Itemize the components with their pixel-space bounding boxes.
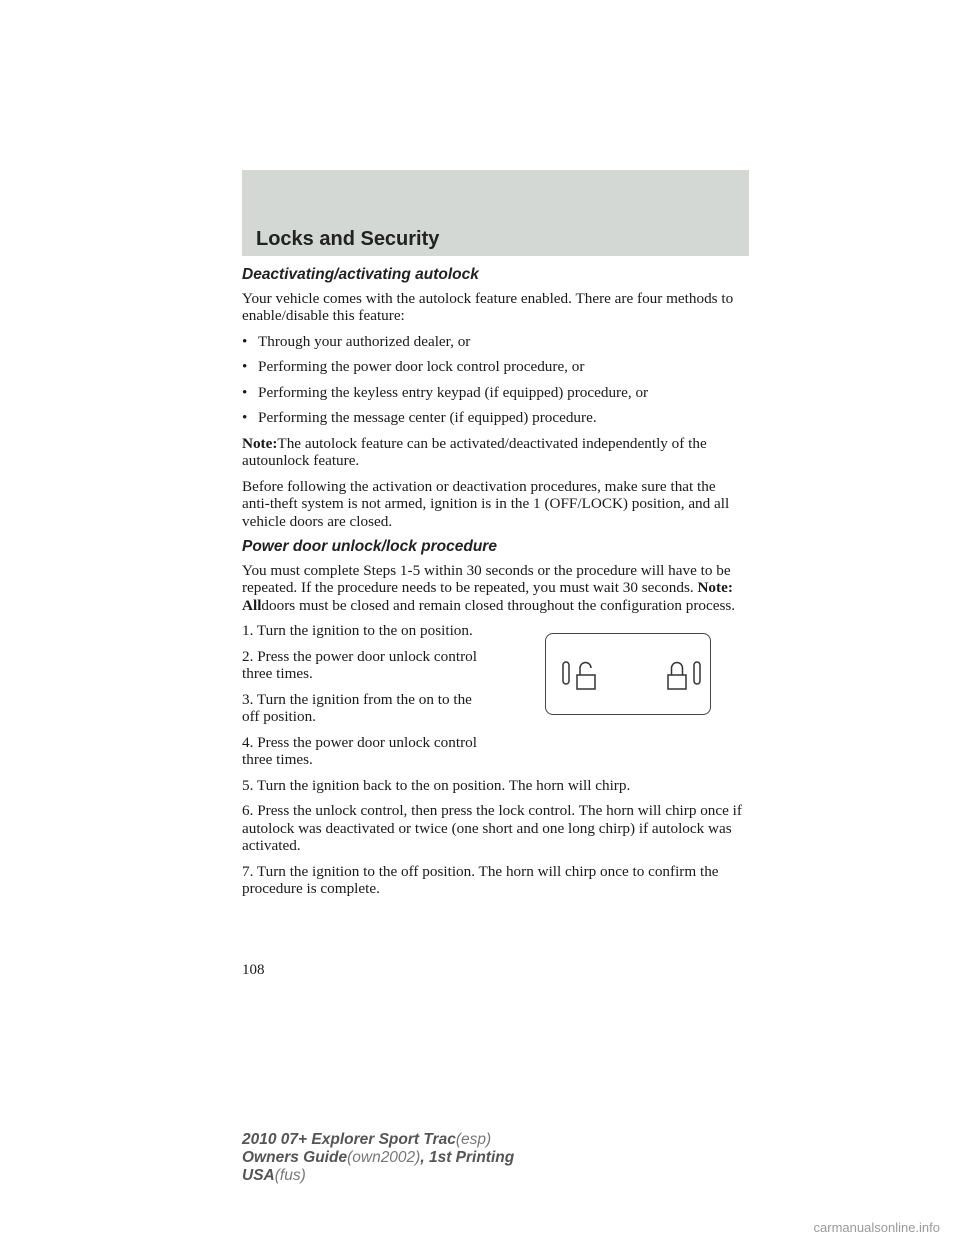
market-name: USA: [242, 1167, 275, 1184]
guide-code: (own2002): [347, 1149, 421, 1166]
unlock-icon: [577, 663, 595, 689]
page-number: 108: [242, 962, 265, 978]
note-label: Note:: [242, 434, 278, 452]
lock-switch-graphic: [546, 634, 712, 716]
step-5: 5. Turn the ignition back to the on position. The horn will chirp.: [242, 776, 631, 794]
print-info: [242, 1131, 514, 1185]
left-pill-mark: [563, 662, 569, 684]
model-code: (esp): [455, 1131, 492, 1148]
print-line-2: [242, 1149, 514, 1167]
right-pill-mark: [694, 662, 700, 684]
before-paragraph: Before following the activation or deactivation procedures, make sure that the anti-theft system is not armed, ignition is in the 1 (OFF/LOCK) position, and all vehicle doors are closed.: [242, 477, 730, 530]
step-4: 4. Press the power door unlock control three times.: [242, 733, 477, 768]
list-item: • Performing the power door lock control procedure, or: [242, 358, 747, 376]
procedure-intro: [242, 562, 747, 615]
model-name: 2010 07+ Explorer Sport Trac: [242, 1131, 456, 1148]
procedure-note-label: Note: All: [242, 579, 733, 614]
page-content: [242, 266, 747, 906]
printing-label: , 1st Printing: [420, 1149, 515, 1166]
step-6: 6. Press the unlock control, then press the lock control. The horn will chirp once if autolock was deactivated or twice (one short and one long chirp) if autolock was activated.: [242, 802, 742, 854]
step-2: 2. Press the power door unlock control three times.: [242, 647, 477, 682]
section-title: Locks and Security: [256, 228, 440, 250]
market-code: (fus): [274, 1167, 306, 1184]
list-item: • Performing the message center (if equipped) procedure.: [242, 409, 747, 427]
heading-procedure: Power door unlock/lock procedure: [242, 538, 497, 555]
watermark[interactable]: carmanualsonline.info: [813, 1220, 940, 1235]
step-7: 7. Turn the ignition to the off position. The horn will chirp once to confirm the procedure is complete.: [242, 862, 719, 897]
methods-list: [242, 333, 747, 427]
print-line-3: [242, 1167, 514, 1185]
procedure-intro-text: You must complete Steps 1-5 within 30 seconds or the procedure will have to be repeated. If the procedure needs to be repeated, you must wait 30 seconds.: [242, 561, 731, 596]
autolock-intro: Your vehicle comes with the autolock feature enabled. There are four methods to enable/disable this feature:: [242, 289, 734, 324]
list-item: • Through your authorized dealer, or: [242, 333, 747, 351]
step-3: 3. Turn the ignition from the on to the off position.: [242, 690, 472, 725]
note-text: The autolock feature can be activated/deactivated independently of the autounlock feature.: [242, 434, 707, 469]
door-lock-control-illustration: [545, 633, 711, 715]
note-paragraph: [242, 435, 747, 470]
step-1: 1. Turn the ignition to the on position.: [242, 622, 473, 639]
guide-name: Owners Guide: [242, 1149, 348, 1166]
list-item: • Performing the keyless entry keypad (if equipped) procedure, or: [242, 384, 747, 402]
procedure-intro-rest: doors must be closed and remain closed throughout the configuration process.: [261, 596, 736, 614]
print-line-1: [242, 1131, 514, 1149]
lock-icon: [668, 663, 686, 690]
heading-autolock: Deactivating/activating autolock: [242, 266, 479, 283]
